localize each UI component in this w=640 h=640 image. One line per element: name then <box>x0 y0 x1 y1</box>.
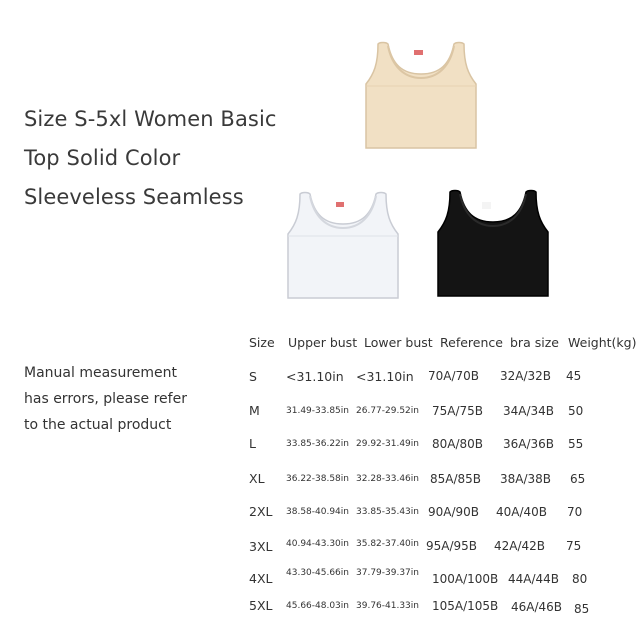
row-bra-size: 44A/44B <box>508 572 560 586</box>
header-upper-bust: Upper bust <box>288 335 358 350</box>
white-tank-top-image <box>282 180 404 302</box>
black-tank-top-image <box>432 178 554 300</box>
row-size: 4XL <box>249 571 273 586</box>
row-size: 3XL <box>249 539 273 554</box>
row-upper-bust: 31.49-33.85in <box>286 406 349 416</box>
row-reference: 85A/85B <box>430 472 482 486</box>
title-line-1: Size S-5xl Women Basic <box>24 107 277 131</box>
row-lower-bust: 37.79-39.37in <box>356 568 419 578</box>
header-weight: Weight(kg) <box>568 335 637 350</box>
row-lower-bust: 26.77-29.52in <box>356 406 419 416</box>
header-lower-bust: Lower bust <box>364 335 433 350</box>
row-reference: 75A/75B <box>432 404 484 418</box>
row-lower-bust: <31.10in <box>356 369 414 384</box>
row-bra-size: 34A/34B <box>503 404 555 418</box>
row-weight: 50 <box>568 404 584 418</box>
row-lower-bust: 39.76-41.33in <box>356 601 419 611</box>
row-weight: 80 <box>572 572 588 586</box>
row-weight: 85 <box>574 602 590 616</box>
row-reference: 70A/70B <box>428 369 480 383</box>
note-line-2: has errors, please refer <box>24 391 187 407</box>
row-reference: 80A/80B <box>432 437 484 451</box>
row-bra-size: 40A/40B <box>496 505 548 519</box>
title-line-3: Sleeveless Seamless <box>24 185 244 209</box>
row-bra-size: 32A/32B <box>500 369 552 383</box>
row-size: 2XL <box>249 504 273 519</box>
row-lower-bust: 33.85-35.43in <box>356 507 419 517</box>
row-reference: 90A/90B <box>428 505 480 519</box>
row-size: S <box>249 369 257 384</box>
header-bra-size: bra size <box>510 335 559 350</box>
row-reference: 100A/100B <box>432 572 499 586</box>
row-weight: 45 <box>566 369 582 383</box>
row-bra-size: 36A/36B <box>503 437 555 451</box>
row-weight: 70 <box>567 505 583 519</box>
row-upper-bust: 45.66-48.03in <box>286 601 349 611</box>
title-line-2: Top Solid Color <box>24 146 181 170</box>
row-size: 5XL <box>249 598 273 613</box>
row-upper-bust: 40.94-43.30in <box>286 539 349 549</box>
row-size: XL <box>249 471 265 486</box>
row-upper-bust: 38.58-40.94in <box>286 507 349 517</box>
row-upper-bust: 36.22-38.58in <box>286 474 349 484</box>
row-reference: 105A/105B <box>432 599 499 613</box>
row-lower-bust: 35.82-37.40in <box>356 539 419 549</box>
note-line-3: to the actual product <box>24 417 172 433</box>
row-lower-bust: 32.28-33.46in <box>356 474 419 484</box>
row-reference: 95A/95B <box>426 539 478 553</box>
note-line-1: Manual measurement <box>24 365 177 381</box>
row-size: L <box>249 436 256 451</box>
row-upper-bust: <31.10in <box>286 369 344 384</box>
header-reference: Reference <box>440 335 503 350</box>
row-upper-bust: 43.30-45.66in <box>286 568 349 578</box>
row-lower-bust: 29.92-31.49in <box>356 439 419 449</box>
row-upper-bust: 33.85-36.22in <box>286 439 349 449</box>
row-weight: 65 <box>570 472 586 486</box>
row-weight: 75 <box>566 539 582 553</box>
row-weight: 55 <box>568 437 584 451</box>
row-bra-size: 42A/42B <box>494 539 546 553</box>
beige-tank-top-image <box>360 30 482 152</box>
header-size: Size <box>249 335 275 350</box>
row-size: M <box>249 403 260 418</box>
row-bra-size: 38A/38B <box>500 472 552 486</box>
row-bra-size: 46A/46B <box>511 600 563 614</box>
